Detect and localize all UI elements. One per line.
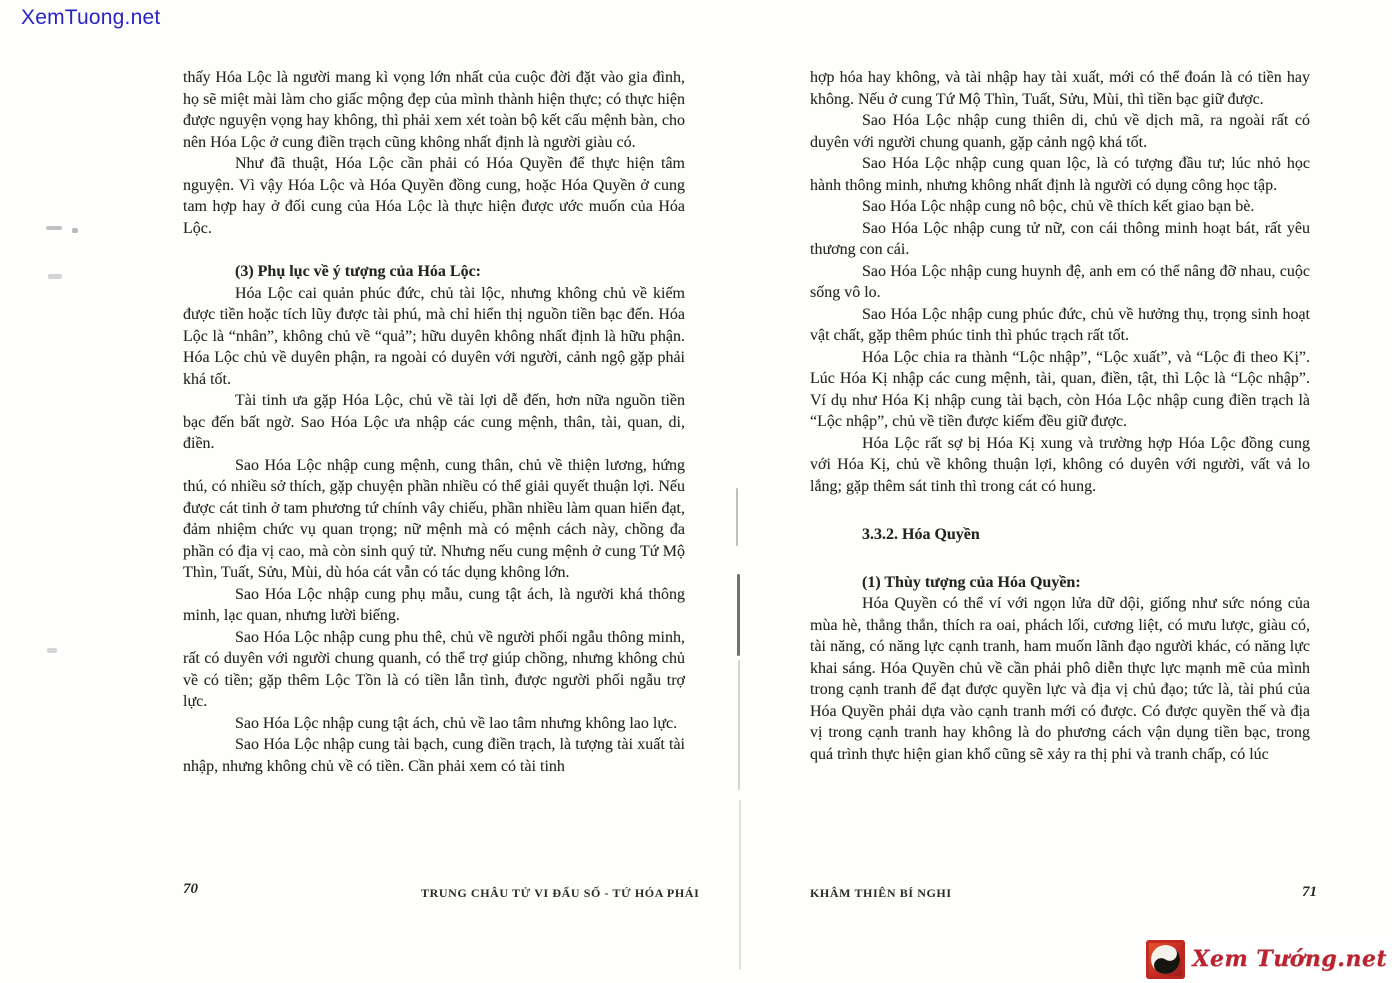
margin-smudge [46, 226, 62, 230]
page-number-left: 70 [183, 881, 198, 897]
paragraph: Sao Hóa Lộc nhập cung mệnh, cung thân, chủ về thiện lương, hứng thú, có nhiều sở thích, gặp chuyện phần nhiều có thể giải quyết thuận lợi. Nếu được cát tinh ở tam phương tứ chính vây chiếu, phần nhiều làm quan hiển đạt, đảm nhiệm chức vụ quan trọng; nữ mệnh mà có mệnh cách này, chồng đa phần có địa vị cao, mà còn sinh quý tử. Nhưng nếu cung mệnh ở cung Tứ Mộ Thìn, Tuất, Sửu, Mùi, dù hóa cát vẫn có tác dụng không lớn. [183, 456, 685, 581]
running-title-left: TRUNG CHÂU TỬ VI ĐẨU SỐ - TỨ HÓA PHÁI [421, 886, 700, 900]
margin-smudge [72, 228, 78, 233]
running-title-right: KHÂM THIÊN BÍ NGHI [810, 886, 952, 900]
paragraph: Tài tinh ưa gặp Hóa Lộc, chủ về tài lợi dễ đến, hơn nữa nguồn tiền bạc đến bất ngờ. Sao Hóa Lộc ưa nhập các cung mệnh, thân, tài, quan, di, điền. [183, 392, 685, 452]
paragraph: thấy Hóa Lộc là người mang kì vọng lớn nhất của cuộc đời đặt vào gia đình, họ sẽ miệt mài làm cho giấc mộng đẹp của mình thành hiện thực; có thực hiện được nguyện vọng hay không, thì phải xem xét toàn bộ kết cấu mệnh bàn, cho nên Hóa Lộc ở cung điền trạch cũng không nhất định là người giàu có. [183, 69, 685, 151]
heading: (1) Thùy tượng của Hóa Quyền: [862, 573, 1081, 591]
site-logo[interactable] [1142, 936, 1389, 982]
margin-smudge [47, 648, 57, 653]
paragraph: Sao Hóa Lộc nhập cung phu thê, chủ về người phối ngẫu thông minh, rất có duyên với người chung quanh, có thể trợ giúp chồng, nhưng không chủ về có tiền; gặp thêm Lộc Tồn là có tiền lẫn tình, được người phối ngẫu trợ lực. [183, 628, 685, 710]
page-right-text [810, 67, 1310, 765]
paragraph: Sao Hóa Lộc nhập cung tật ách, chủ về lao tâm nhưng không lao lực. [235, 714, 678, 732]
paragraph: Sao Hóa Lộc nhập cung tài bạch, cung điền trạch, là tượng tài xuất tài nhập, nhưng không chủ về có tiền. Cần phải xem có tài tinh [183, 736, 685, 775]
paragraph: Hóa Lộc rất sợ bị Hóa Kị xung và trường hợp Hóa Lộc đồng cung với Hóa Kị, chủ về không thuận lợi, không có duyên với người, vất vả lo lắng; gặp thêm sát tinh thì trong cát có hung. [810, 434, 1310, 495]
page-left-text [183, 67, 685, 777]
paragraph: Sao Hóa Lộc nhập cung thiên di, chủ về dịch mã, ra ngoài rất có duyên với người chung quanh, gặp cảnh ngộ khá tốt. [810, 112, 1310, 151]
paragraph: Hóa Lộc cai quản phúc đức, chủ tài lộc, nhưng không chủ về kiếm được tiền hoặc tích lũy được tài phú, mà chỉ hiển thị nguồn tiền bạc đến. Hóa Lộc là “nhân”, không chủ về “quả”; hữu duyên không nhất định là hữu phận. Hóa Lộc chủ về duyên phận, ra ngoài có duyên với người, cảnh ngộ gặp phải khá tốt. [183, 284, 685, 388]
site-watermark-link[interactable]: XemTuong.net [21, 6, 161, 29]
yinyang-icon [1146, 940, 1185, 979]
paragraph: Sao Hóa Lộc nhập cung tử nữ, con cái thông minh hoạt bát, rất yêu thương con cái. [810, 219, 1310, 258]
spine-shadow [736, 488, 738, 546]
paragraph: Sao Hóa Lộc nhập cung phúc đức, chủ về hưởng thụ, trọng sinh hoạt vật chất, gặp thêm phúc tinh thì phúc trạch rất tốt. [810, 305, 1310, 344]
paragraph: hợp hóa hay không, và tài nhập hay tài xuất, mới có thể đoán là có tiền hay không. Nếu ở cung Tứ Mộ Thìn, Tuất, Sửu, Mùi, thì tiền bạc giữ được. [810, 69, 1310, 108]
spine-shadow [739, 800, 741, 970]
site-logo-text: Xem Tướng.net [1192, 946, 1387, 972]
heading: (3) Phụ lục về ý tượng của Hóa Lộc: [235, 263, 482, 280]
paragraph: Như đã thuật, Hóa Lộc cần phải có Hóa Quyền để thực hiện tâm nguyện. Vì vậy Hóa Lộc và Hóa Quyền đồng cung, hoặc Hóa Quyền ở cung tam hợp hay ở đối cung của Hóa Lộc là thực hiện được ước muốn của Hóa Lộc. [183, 155, 685, 237]
paragraph: Hóa Quyền có thể ví với ngọn lửa dữ dội, giống như sức nóng của mùa hè, thẳng thắn, thích ra oai, phách lối, cương liệt, có mưu lược, giàu có, tài năng, có năng lực cạnh tranh, ham muốn lãnh đạo người khác, có năng lực khai sáng. Hóa Quyền chủ về cần phải phô diễn thực lực mạnh mẽ của mình trong cạnh tranh để đạt được quyền lực và địa vị chủ đạo; tức là, tài phú của Hóa Quyền phải dựa vào cạnh tranh mới có được. Có được quyền thế và địa vị trong cạnh tranh hay không là do phương cách vận dụng tiền bạc, trong quá trình thực hiện gian khổ cũng sẽ xảy ra thị phi và tranh chấp, có lúc [810, 595, 1310, 763]
margin-smudge [48, 274, 62, 279]
paragraph: Sao Hóa Lộc nhập cung phụ mẫu, cung tật ách, là người khá thông minh, lạc quan, nhưng lười biếng. [183, 585, 685, 624]
spine-shadow [738, 660, 740, 790]
paragraph: Hóa Lộc chia ra thành “Lộc nhập”, “Lộc xuất”, và “Lộc đi theo Kị”. Lúc Hóa Kị nhập các cung mệnh, tài, quan, điền, tật, thì Lộc là “Lộc nhập”. Ví dụ như Hóa Kị nhập cung tài bạch, còn Hóa Lộc nhập cung điền trạch là “Lộc nhập”, chủ về tiền được kiếm đều giữ được. [810, 348, 1310, 430]
paragraph: Sao Hóa Lộc nhập cung huynh đệ, anh em có thể nâng đỡ nhau, cuộc sống vô lo. [810, 262, 1310, 301]
paragraph: Sao Hóa Lộc nhập cung nô bộc, chủ về thích kết giao bạn bè. [862, 198, 1255, 215]
page-number-right: 71 [1302, 884, 1317, 900]
spine-shadow [737, 574, 740, 656]
paragraph: Sao Hóa Lộc nhập cung quan lộc, là có tượng đầu tư; lúc nhỏ học hành thông minh, nhưng không nhất định là người có dụng công học tập. [810, 155, 1310, 194]
heading: 3.3.2. Hóa Quyền [862, 526, 980, 543]
